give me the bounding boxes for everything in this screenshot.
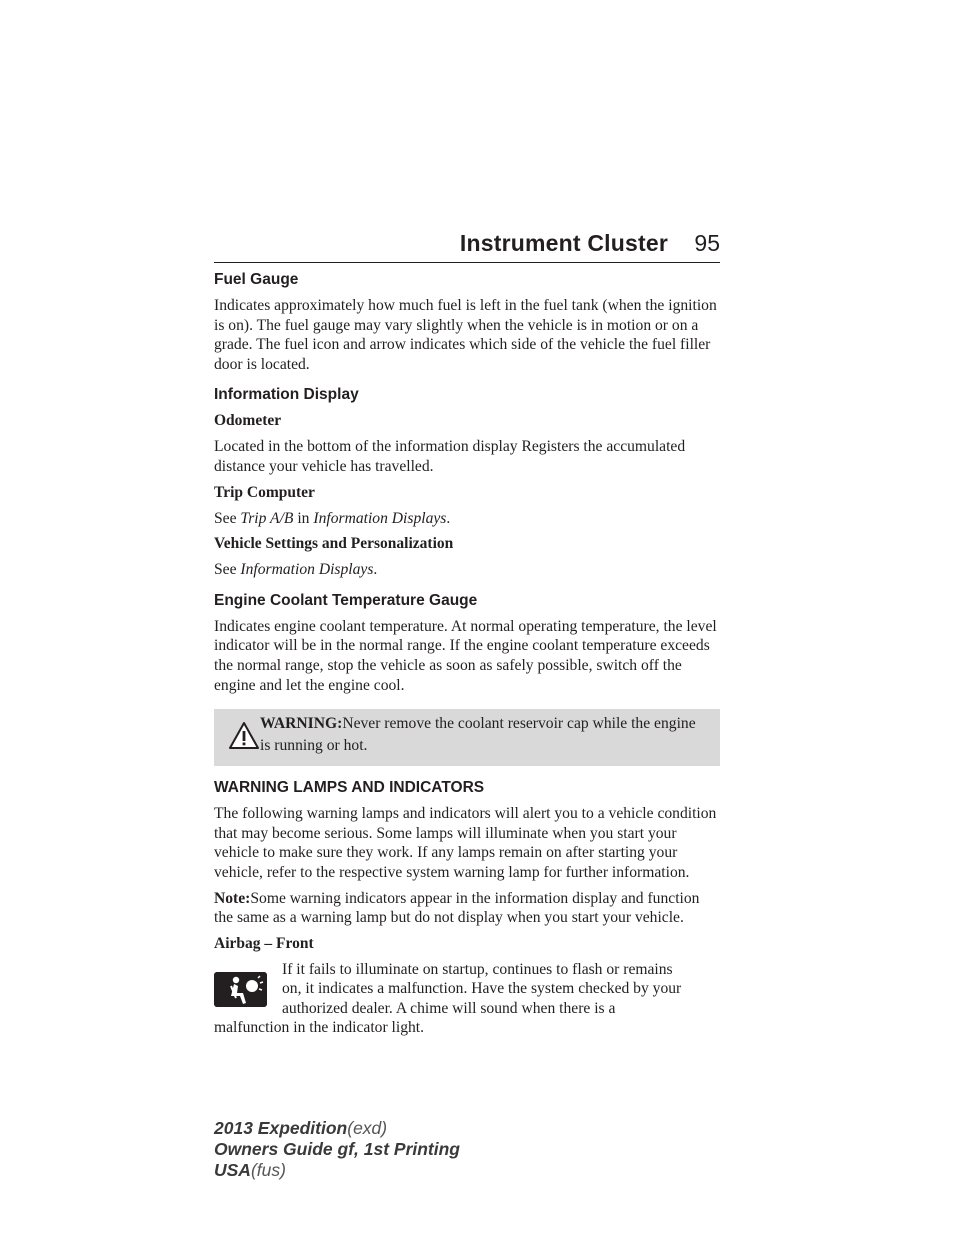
page-number: 95 [694,230,720,256]
airbag-section [214,960,720,1056]
period: . [373,561,378,579]
warning-lamps-heading: WARNING LAMPS AND INDICATORS [214,779,485,797]
see-label: See [214,509,237,527]
footer-model-code: (exd) [347,1118,388,1138]
fuel-gauge-heading: Fuel Gauge [214,271,299,288]
trip-computer-body [214,509,720,529]
see-label: See [214,561,237,579]
header-divider [214,262,720,263]
airbag-heading: Airbag – Front [214,934,314,952]
coolant-gauge-body: Indicates engine coolant temperature. At normal operating temperature, the level indicator will be in the normal range. If the engine coolant temperature exceeds the normal range, stop the vehicle as soon as safely possible, switch off the engine and let the engine cool. [214,617,717,694]
information-display-heading: Information Display [214,386,359,404]
footer-market-code: (fus) [250,1160,286,1180]
footer-market: USA [214,1160,251,1180]
warning-triangle-icon [228,721,260,751]
warning-lamps-body: The following warning lamps and indicators will alert you to a vehicle condition that may become serious. Some lamps will illuminate when you start your vehicle to make sure they work. If any lamps remain on after starting your vehicle, refer to the respective system warning lamp for further information. [214,805,717,881]
period: . [446,509,451,527]
warning-message: Never remove the coolant reservoir cap while the engine is running or hot. [260,715,696,754]
note-paragraph [214,889,720,928]
airbag-line: authorized dealer. A chime will sound when there is a [282,999,616,1017]
odometer-body: Located in the bottom of the information display Registers the accumulated distance your vehicle has travelled. [214,438,686,475]
trip-computer-heading: Trip Computer [214,483,315,501]
vehicle-settings-body [214,560,720,580]
airbag-body [214,960,720,1038]
fuel-gauge-body: Indicates approximately how much fuel is left in the fuel tank (when the ignition is on). The fuel gauge may vary slightly when the vehicle is in motion or on a grade. The fuel icon and arrow indicates which side of the vehicle the fuel filler door is located. [214,297,717,373]
running-header [214,230,720,261]
coolant-gauge-heading: Engine Coolant Temperature Gauge [214,591,478,609]
odometer-heading: Odometer [214,412,282,430]
warning-callout [214,709,720,766]
information-displays-reference: Information Displays [240,561,374,579]
footer-model: 2013 Expedition [214,1118,348,1138]
note-text: Some warning indicators appear in the information display and function the same as a warning lamp but do not display when you start your vehicle. [214,889,700,927]
airbag-line: on, it indicates a malfunction. Have the system checked by your [282,980,682,998]
airbag-line: If it fails to illuminate on startup, continues to flash or remains [282,960,673,978]
warning-label: WARNING: [260,715,343,733]
vehicle-settings-heading: Vehicle Settings and Personalization [214,535,454,553]
chapter-title: Instrument Cluster [459,230,668,256]
trip-ab-reference: Trip A/B [240,509,294,527]
note-label: Note: [214,889,251,907]
page-content [214,270,720,1056]
information-displays-reference: Information Displays [313,509,447,527]
footer-guide: Owners Guide gf, 1st Printing [214,1139,460,1159]
airbag-line: malfunction in the indicator light. [214,1019,425,1037]
print-footer [214,1118,460,1181]
warning-text [260,713,700,756]
in-label: in [297,509,310,527]
